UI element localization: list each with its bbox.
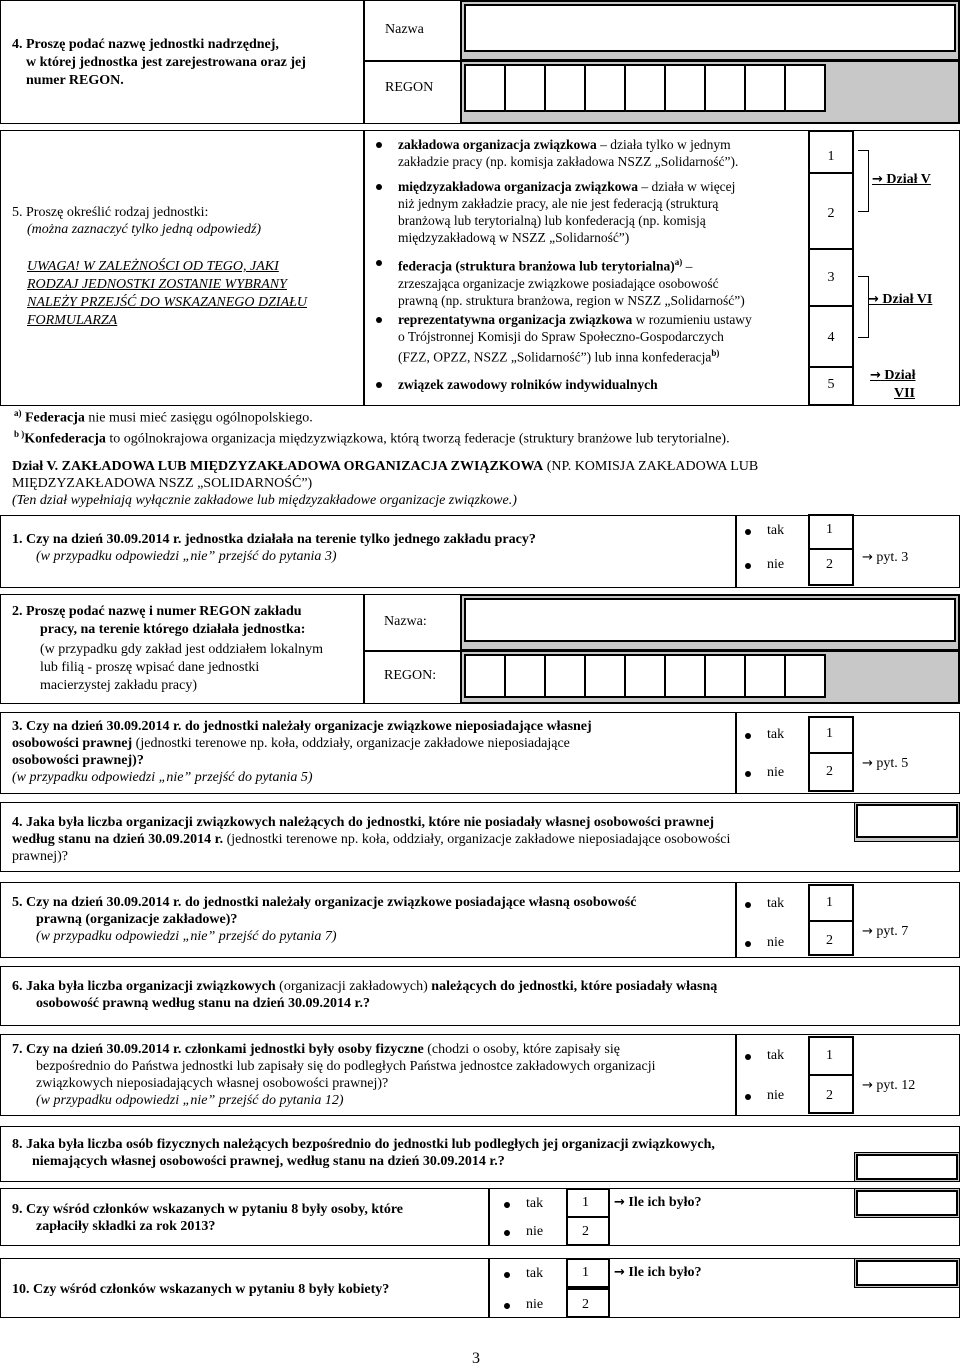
arrow-right-icon: → — [862, 550, 873, 565]
q5-option-5[interactable]: związek zawodowy rolników indywidualnych — [398, 377, 658, 392]
q7-divider — [735, 1034, 737, 1116]
q4-name-label: Nazwa — [385, 22, 424, 37]
code-3: 3 — [827, 270, 835, 285]
q4b-count-input[interactable] — [856, 804, 958, 838]
q5-option-3[interactable]: federacja (struktura branżowa lub terytorialna)$^{a)}$ – zrzeszająca organizacje związkowe posiadające osobowość prawną (np. struktura branżowa, region w NSZZ „Solidarność”) — [398, 254, 745, 309]
q5b-no-code: 2 — [826, 933, 833, 948]
regon-digit[interactable] — [744, 654, 786, 698]
section-v-header: Dział V. ZAKŁADOWA LUB MIĘDZYZAKŁADOWA ORGANIZACJA ZWIĄZKOWA (NP. KOMISJA ZAKŁADOWA LUB MIĘDZYZAKŁADOWA NSZZ „SOLIDARNOŚĆ”) (Ten dział wypełniają wyłącznie zakładowe lub międzyzakładowe organizacje związkowe.) — [12, 459, 759, 508]
q10-yes-code: 1 — [582, 1265, 589, 1280]
q9-goto: → Ile ich było? — [614, 1195, 702, 1210]
q9-yes-code: 1 — [582, 1195, 589, 1210]
code-2: 2 — [827, 206, 835, 221]
q7-question: 7. Czy na dzień 30.09.2014 r. członkami jednostki były osoby fizyczne (chodzi o osoby, które zapisały się bezpośrednio do Państwa jednostki lub zapisały się do podległych Państwa jednostce zakładowych organizacji związkowych nieposiadających własnej osobowości prawnej)? (w przypadku odpowiedzi „nie” przejść do pytania 12) — [12, 1042, 656, 1108]
regon-digit[interactable] — [464, 654, 506, 698]
q5-option-4[interactable]: reprezentatywna organizacja związkowa w rozumieniu ustawy o Trójstronnej Komisji do Spraw Społeczno-Gospodarczych (FZZ, OPZZ, NSZZ „Solidarność”) lub inna konfederacja$^{b)}$ — [398, 312, 752, 365]
q5-hint: (można zaznaczyć tylko jedną odpowiedź) — [27, 222, 262, 237]
q10-divider — [488, 1258, 490, 1318]
q1-goto: → pyt. 3 — [862, 550, 909, 565]
arrow-right-icon: → — [862, 1078, 873, 1093]
q9-no-label: nie — [526, 1224, 544, 1239]
q10-no-code: 2 — [582, 1297, 589, 1312]
q10-goto: → Ile ich było? — [614, 1265, 702, 1280]
regon-digit[interactable] — [464, 64, 506, 112]
regon-digit[interactable] — [504, 654, 546, 698]
q5b-yes-label: tak — [767, 896, 785, 911]
q9-no-code: 2 — [582, 1224, 589, 1239]
q2-regon-input[interactable] — [464, 654, 826, 698]
q1-yes-label: tak — [767, 523, 785, 538]
q1-no-label: nie — [767, 557, 785, 572]
code-5: 5 — [827, 377, 835, 392]
q10-count-input[interactable] — [856, 1260, 958, 1286]
q8-question: 8. Jaka była liczba osób fizycznych należących bezpośrednio do jednostki lub podległych jej organizacji związkowych, niemających własnej osobowości prawnej, według stanu na dzień 30.09.2014 r.? — [12, 1137, 715, 1169]
q4-regon-input[interactable] — [464, 64, 826, 112]
regon-digit[interactable] — [744, 64, 786, 112]
q3-question: 3. Czy na dzień 30.09.2014 r. do jednostki należały organizacje związkowe nieposiadające własnej osobowości prawnej (jednostki terenowe np. koła, oddziały, organizacje zakładowe nieposiadające osobowości prawnej)? (w przypadku odpowiedzi „nie” przejść do pytania 5) — [12, 719, 592, 785]
q7-no-code: 2 — [826, 1088, 833, 1103]
regon-digit[interactable] — [704, 64, 746, 112]
arrow-right-icon: → — [614, 1265, 625, 1280]
q10-no-label: nie — [526, 1297, 544, 1312]
q5b-no-label: nie — [767, 935, 785, 950]
q1-hint: (w przypadku odpowiedzi „nie” przejść do pytania 3) — [36, 549, 337, 564]
q3-divider — [735, 712, 737, 794]
q2-name-label: Nazwa: — [384, 614, 427, 629]
regon-digit[interactable] — [664, 654, 706, 698]
bracket-v — [858, 150, 869, 212]
regon-digit[interactable] — [664, 64, 706, 112]
code-sep — [808, 172, 854, 174]
q2-question: 2. Proszę podać nazwę i numer REGON zakładu pracy, na terenie którego działała jednostka: — [12, 604, 306, 637]
arrow-right-icon: → — [872, 172, 883, 187]
code-4: 4 — [827, 330, 835, 345]
arrow-right-icon: → — [862, 924, 873, 939]
q3-no-code: 2 — [826, 764, 833, 779]
q4-regon-label: REGON — [385, 80, 434, 95]
q9-yes-label: tak — [526, 1196, 544, 1211]
code-sep — [808, 366, 854, 368]
q10-yes-label: tak — [526, 1266, 544, 1281]
q3-goto: → pyt. 5 — [862, 756, 909, 771]
q6-question: 6. Jaka była liczba organizacji związkowych (organizacji zakładowych) należących do jednostki, które posiadały własną osobowość prawną według stanu na dzień 30.09.2014 r.? — [12, 979, 718, 1011]
q5-option-2[interactable]: międzyzakładowa organizacja związkowa – działa w więcej niż jednym zakładzie pracy, ale nie jest federacją (strukturą branżową lub terytorialną) lub konfederacją (np. komisją międzyzakładową w NSZZ „Solidarność”) — [398, 179, 736, 245]
q4b-question: 4. Jaka była liczba organizacji związkowych należących do jednostki, które nie posiadały własnej osobowości prawnej według stanu na dzień 30.09.2014 r. (jednostki terenowe np. koła, oddziały, organizacje zakładowe nieposiadające osobowości prawnej)? — [12, 815, 731, 864]
arrow-right-icon: → — [870, 368, 881, 383]
q5b-question: 5. Czy na dzień 30.09.2014 r. do jednostki należały organizacje związkowe posiadające własną osobowość prawną (organizacje zakładowe)? (w przypadku odpowiedzi „nie” przejść do pytania 7) — [12, 895, 637, 944]
q5b-divider — [735, 882, 737, 958]
goto-dzial-vii: → Dział VII — [870, 368, 916, 401]
q4-question: 4. Proszę podać nazwę jednostki nadrzędnej, w której jednostka jest zarejestrowana oraz jej numer REGON. — [12, 37, 306, 88]
regon-digit[interactable] — [504, 64, 546, 112]
code-sep — [808, 248, 854, 250]
q5-warning: UWAGA! W ZALEŻNOŚCI OD TEGO, JAKI RODZAJ JEDNOSTKI ZOSTANIE WYBRANY NALEŻY PRZEJŚĆ DO WSKAZANEGO DZIAŁU FORMULARZA — [27, 259, 308, 328]
q2-name-input[interactable] — [464, 598, 956, 642]
code-sep — [808, 305, 854, 307]
regon-digit[interactable] — [544, 654, 586, 698]
regon-digit[interactable] — [784, 64, 826, 112]
regon-digit[interactable] — [624, 654, 666, 698]
q8-count-input[interactable] — [856, 1154, 958, 1180]
q5-option-1[interactable]: zakładowa organizacja związkowa – działa tylko w jednym zakładzie pracy (np. komisja zakładowa NSZZ „Solidarność”). — [398, 137, 739, 169]
q9-question: 9. Czy wśród członków wskazanych w pytaniu 8 były osoby, które zapłaciły składki za rok 2013? — [12, 1202, 404, 1234]
goto-dzial-vi: → Dział VI — [868, 292, 933, 307]
code-1: 1 — [827, 149, 835, 164]
q7-no-label: nie — [767, 1088, 785, 1103]
regon-digit[interactable] — [624, 64, 666, 112]
footnote-a: $^{a)}$ Federacja nie musi mieć zasięgu ogólnopolskiego. — [14, 408, 313, 426]
regon-digit[interactable] — [584, 64, 626, 112]
page-number: 3 — [472, 1350, 480, 1367]
q9-count-input[interactable] — [856, 1190, 958, 1216]
regon-digit[interactable] — [784, 654, 826, 698]
arrow-right-icon: → — [614, 1195, 625, 1210]
q5-title: 5. Proszę określić rodzaj jednostki: — [12, 205, 209, 220]
q4-name-input[interactable] — [464, 4, 956, 52]
regon-digit[interactable] — [704, 654, 746, 698]
q9-divider — [488, 1188, 490, 1246]
q3-no-label: nie — [767, 765, 785, 780]
q5b-goto: → pyt. 7 — [862, 924, 909, 939]
q3-yes-code: 1 — [826, 726, 833, 741]
q5b-yes-code: 1 — [826, 895, 833, 910]
arrow-right-icon: → — [868, 292, 879, 307]
arrow-right-icon: → — [862, 756, 873, 771]
q7-yes-code: 1 — [826, 1048, 833, 1063]
regon-digit[interactable] — [544, 64, 586, 112]
q2-regon-label: REGON: — [384, 668, 437, 683]
q7-yes-label: tak — [767, 1048, 785, 1063]
q7-goto: → pyt. 12 — [862, 1078, 916, 1093]
regon-digit[interactable] — [584, 654, 626, 698]
q5-divider — [363, 130, 365, 406]
q1-no-code: 2 — [826, 557, 833, 572]
q1-divider — [735, 515, 737, 588]
q10-question: 10. Czy wśród członków wskazanych w pytaniu 8 były kobiety? — [12, 1282, 390, 1297]
q4-divider — [363, 0, 365, 124]
goto-dzial-v: → Dział V — [872, 172, 931, 187]
footnote-b: $^{b )}$Konfederacja to ogólnokrajowa organizacja międzyzwiązkowa, którą tworzą federacje (struktury branżowe lub terytorialne). — [14, 429, 730, 447]
q3-yes-label: tak — [767, 727, 785, 742]
q2-divider — [363, 594, 365, 704]
q1-question: 1. Czy na dzień 30.09.2014 r. jednostka działała na terenie tylko jednego zakładu pracy? — [12, 532, 536, 547]
q2-hint: (w przypadku gdy zakład jest oddziałem lokalnym lub filią - proszę wpisać dane jednostki macierzystej zakładu pracy) — [40, 642, 324, 693]
q1-yes-code: 1 — [826, 522, 833, 537]
